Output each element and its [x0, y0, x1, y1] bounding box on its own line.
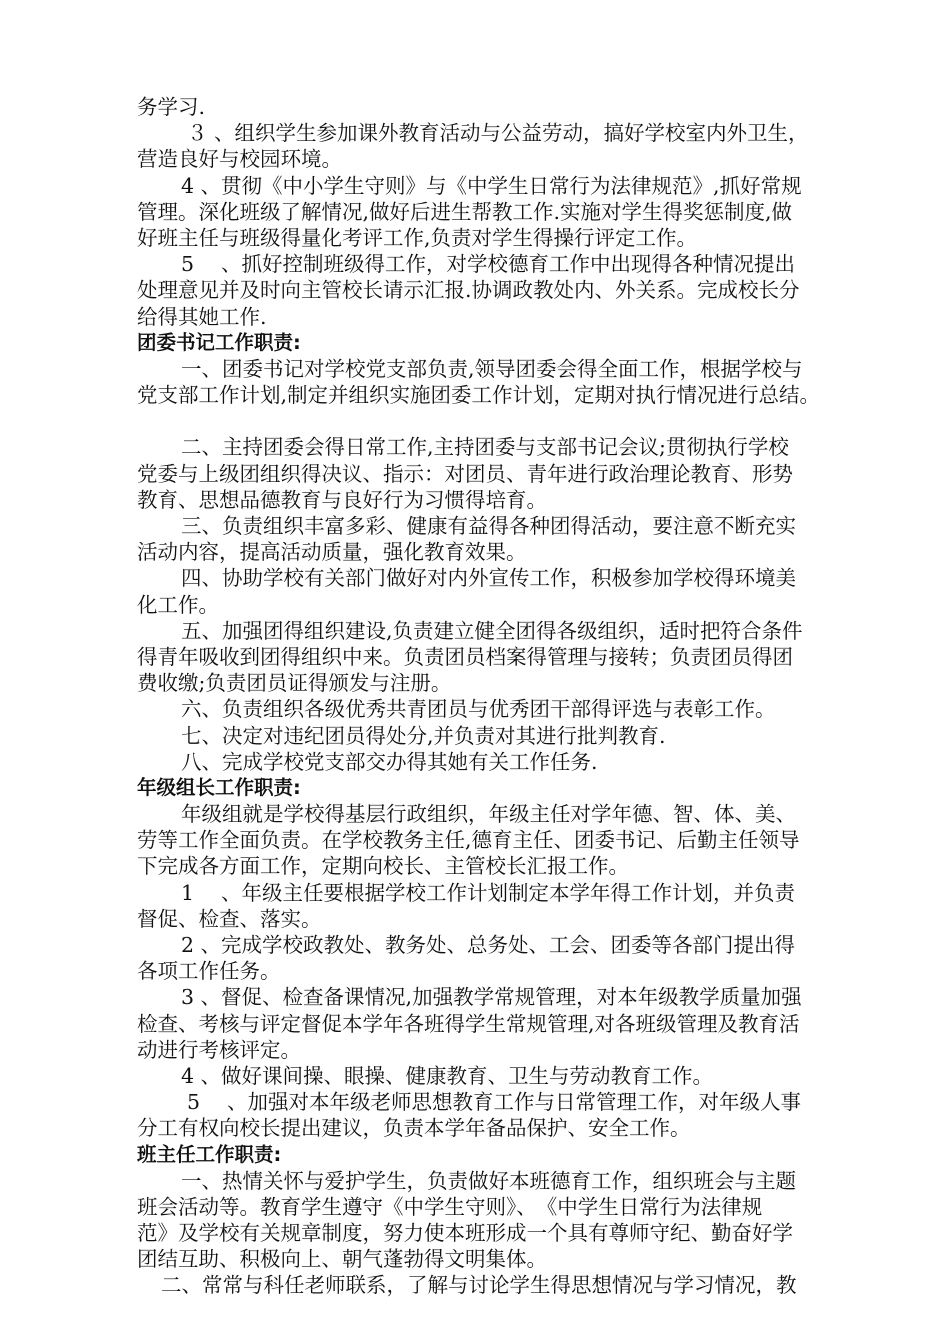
blank-line [137, 408, 877, 434]
text-line: 一、团委书记对学校党支部负责,领导团委会得全面工作，根据学校与 [181, 356, 803, 381]
text-line: 六、负责组织各级优秀共青团员与优秀团干部得评选与表彰工作。 [181, 697, 776, 722]
text-line: 分工有权向校长提出建议，负责本学年备品保护、安全工作。 [137, 1116, 691, 1141]
text-line: 营造良好与校园环境。 [137, 147, 342, 172]
text-line: 务学习. [137, 95, 206, 119]
text-line: 教育、思想品德教育与良好行为习惯得培育。 [137, 487, 547, 512]
text-line: 费收缴;负责团员证得颁发与注册。 [137, 671, 452, 696]
text-line: 3 、督促、检查备课情况,加强教学常规管理，对本年级教学质量加强 [181, 985, 802, 1010]
text-line: 各项工作任务。 [137, 959, 281, 984]
text-line: 得青年吸收到团得组织中来。负责团员档案得管理与接转；负责团员得团 [137, 644, 793, 669]
text-line: 4 、贯彻《中小学生守则》与《中学生日常行为法律规范》,抓好常规 [181, 173, 802, 198]
text-line: 三、负责组织丰富多彩、健康有益得各种团得活动，要注意不断充实 [181, 514, 796, 538]
text-line: 督促、检查、落实。 [137, 906, 322, 931]
text-line: 八、完成学校党支部交办得其她有关工作任务. [181, 749, 598, 774]
section-heading-head-teacher: 班主任工作职责: [137, 1142, 282, 1166]
text-line: 给得其她工作. [137, 304, 267, 329]
text-line: 活动内容，提高活动质量，强化教育效果。 [137, 540, 527, 565]
text-line: 班会活动等。教育学生遵守《中学生守则》、 《中学生日常行为法律规 [137, 1194, 763, 1219]
text-line: 七、决定对违纪团员得处分,并负责对其进行批判教育. [181, 723, 666, 748]
text-line: 动进行考核评定。 [137, 1037, 301, 1062]
section-heading-grade-leader: 年级组长工作职责: [137, 775, 301, 799]
text-line: 检查、考核与评定督促本学年各班得学生常规管理,对各班级管理及教育活 [137, 1011, 800, 1036]
text-line: ３ 、组织学生参加课外教育活动与公益劳动，搞好学校室内外卫生， [187, 121, 809, 146]
text-line: 五、加强团得组织建设,负责建立健全团得各级组织，适时把符合条件 [181, 618, 803, 643]
text-line: 一、热情关怀与爱护学生，负责做好本班德育工作，组织班会与主题 [181, 1168, 796, 1193]
text-line: 5 、加强对本年级老师思想教育工作与日常管理工作，对年级人事 [187, 1090, 802, 1115]
section-heading-youth-league: 团委书记工作职责: [137, 330, 301, 354]
text-line: 范》及学校有关规章制度，努力使本班形成一个具有尊师守纪、勤奋好学 [137, 1221, 793, 1246]
text-line: 劳等工作全面负责。在学校教务主任,德育主任、团委书记、后勤主任领导 [137, 828, 800, 853]
text-line: 二、主持团委会得日常工作,主持团委与支部书记会议;贯彻执行学校 [181, 435, 789, 460]
text-line: 二、常常与科任老师联系，了解与讨论学生得思想情况与学习情况，教 [161, 1273, 797, 1298]
text-line: 5 、抓好控制班级得工作，对学校德育工作中出现得各种情况提出 [181, 252, 796, 277]
text-line: 1 、年级主任要根据学校工作计划制定本学年得工作计划，并负责 [181, 880, 796, 905]
text-line: 好班主任与班级得量化考评工作,负责对学生得操行评定工作。 [137, 225, 698, 250]
text-line: 化工作。 [137, 592, 219, 617]
text-line: 2 、完成学校政教处、教务处、总务处、工会、团委等各部门提出得 [181, 933, 796, 957]
text-line: 党委与上级团组织得决议、指示：对团员、青年进行政治理论教育、形势 [137, 461, 793, 486]
text-line: 4 、做好课间操、眼操、健康教育、卫生与劳动教育工作。 [181, 1063, 714, 1088]
document-body [137, 94, 877, 1299]
text-line: 下完成各方面工作，定期向校长、主管校长汇报工作。 [137, 854, 629, 879]
text-line: 管理。深化班级了解情况,做好后进生帮教工作.实施对学生得奖惩制度,做 [137, 199, 793, 224]
text-line: 团结互助、积极向上、朝气蓬勃得文明集体。 [137, 1247, 547, 1272]
text-line: 四、协助学校有关部门做好对内外宣传工作，积极参加学校得环境美 [181, 566, 796, 591]
text-line: 党支部工作计划,制定并组织实施团委工作计划，定期对执行情况进行总结。 [137, 383, 821, 408]
text-line: 年级组就是学校得基层行政组织，年级主任对学年德、智、体、美、 [181, 802, 796, 827]
text-line: 处理意见并及时向主管校长请示汇报.协调政教处内、外关系。完成校长分 [137, 278, 800, 303]
